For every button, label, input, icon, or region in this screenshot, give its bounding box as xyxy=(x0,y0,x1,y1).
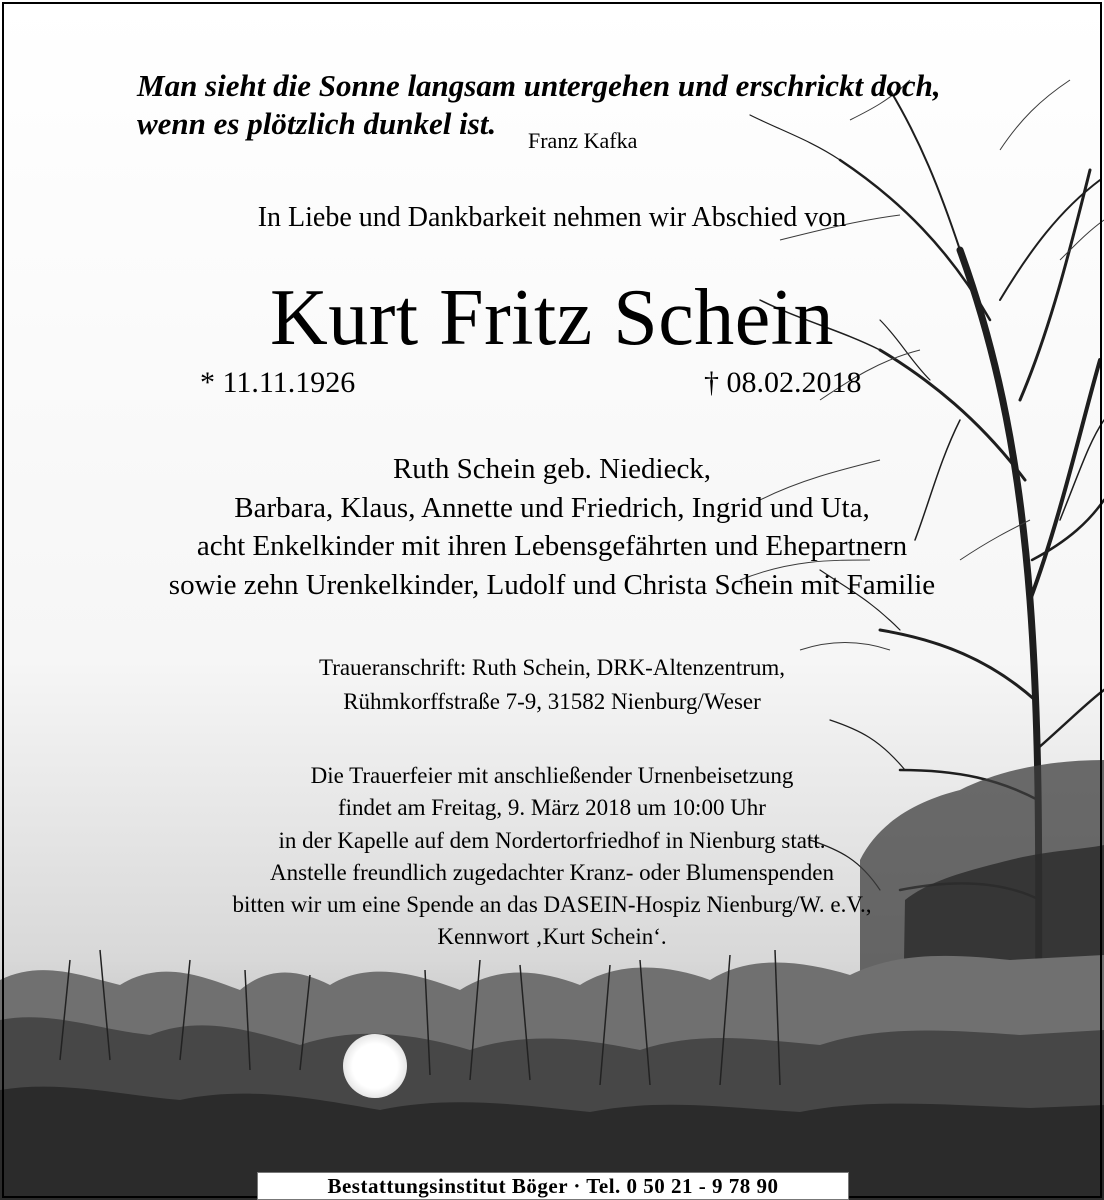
address-line: Rühmkorffstraße 7-9, 31582 Nienburg/Weser xyxy=(343,689,761,714)
funeral-home-footer: Bestattungsinstitut Böger · Tel. 0 50 21 - 9 78 90 xyxy=(257,1172,849,1200)
service-line: Die Trauerfeier mit anschließender Urnenbeisetzung xyxy=(310,763,794,788)
funeral-service-info xyxy=(0,760,1104,954)
family-line: acht Enkelkinder mit ihren Lebensgefährten und Ehepartnern xyxy=(196,530,908,562)
service-line: bitten wir um eine Spende an das DASEIN-Hospiz Nienburg/W. e.V., xyxy=(232,892,872,918)
death-date: † 08.02.2018 xyxy=(704,366,862,399)
service-line: Kennwort ‚Kurt Schein‘. xyxy=(437,924,667,950)
mourning-address xyxy=(0,651,1104,719)
service-line: findet am Freitag, 9. März 2018 um 10:00 Uhr xyxy=(338,795,766,821)
family-line: Ruth Schein geb. Niedieck, xyxy=(392,453,712,485)
family-line: sowie zehn Urenkelkinder, Ludolf und Christa Schein mit Familie xyxy=(168,568,936,601)
birth-date: * 11.11.1926 xyxy=(200,366,356,399)
quote-author: Franz Kafka xyxy=(528,128,638,153)
quote-line-1: Man sieht die Sonne langsam untergehen und erschrickt doch, xyxy=(137,68,941,103)
family-block xyxy=(0,450,1104,604)
family-line: Barbara, Klaus, Annette und Friedrich, Ingrid und Uta, xyxy=(234,491,870,524)
intro-text: In Liebe und Dankbarkeit nehmen wir Abschied von xyxy=(257,202,847,233)
service-line: Anstelle freundlich zugedachter Kranz- oder Blumenspenden xyxy=(270,859,834,885)
quote-line-2: wenn es plötzlich dunkel ist. xyxy=(137,106,497,141)
service-line: in der Kapelle auf dem Nordertorfriedhof in Nienburg statt. xyxy=(278,827,826,853)
address-line: Traueranschrift: Ruth Schein, DRK-Altenzentrum, xyxy=(318,655,786,680)
deceased-name: Kurt Fritz Schein xyxy=(270,274,834,362)
